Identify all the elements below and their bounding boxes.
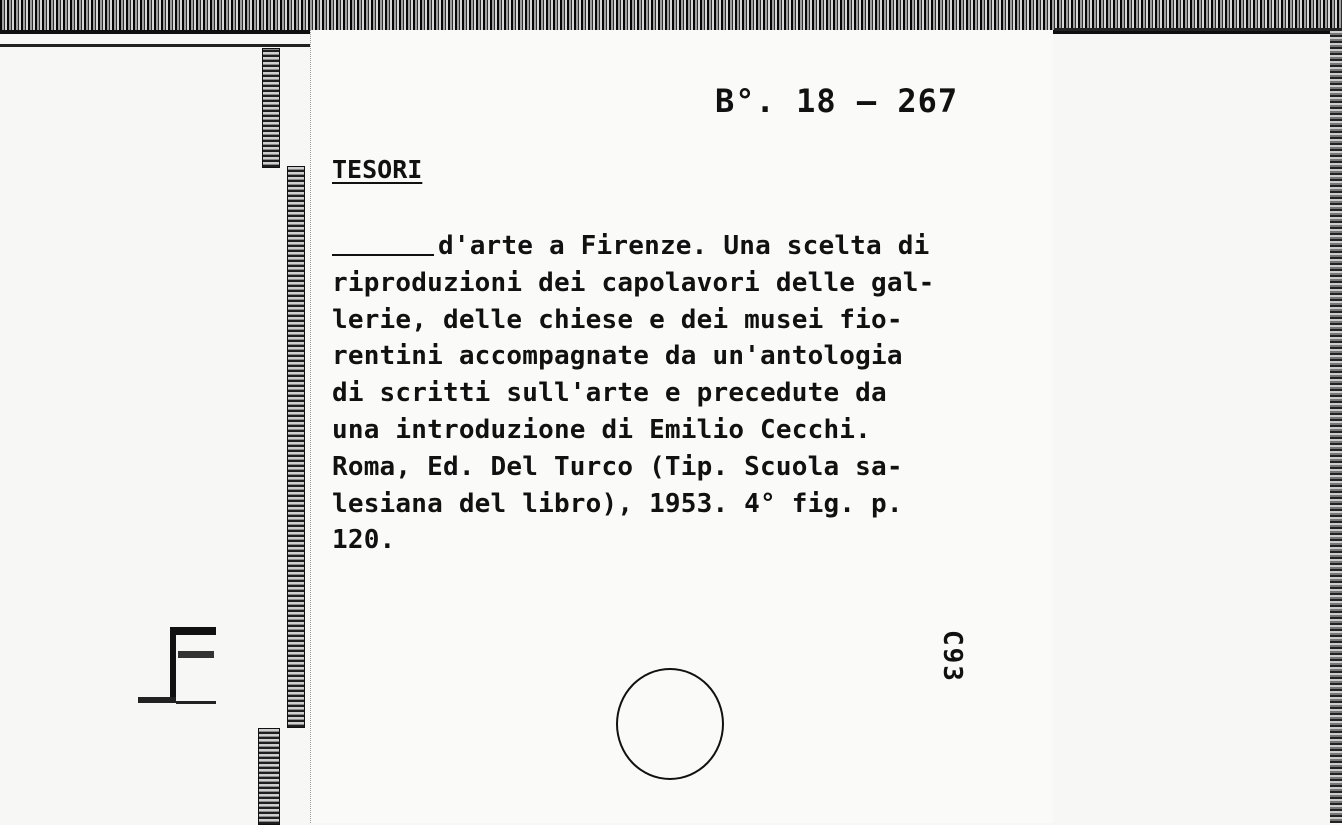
description-line: Roma, Ed. Del Turco (Tip. Scuola sa-: [332, 451, 903, 482]
description-line: di scritti sull'arte e precedute da: [332, 378, 887, 409]
binding-strip-upper: [262, 48, 280, 168]
card-description: [332, 228, 1032, 559]
description-line: lerie, delle chiese e dei musei fio-: [332, 304, 903, 335]
right-edge-strip: [1330, 30, 1342, 823]
card-heading: TESORI: [332, 155, 423, 184]
description-line: rentini accompagnate da un'antologia: [332, 341, 903, 372]
shelfmark: B°. 18 — 267: [715, 82, 959, 120]
top-rule-right: [1055, 28, 1342, 31]
side-code: C93: [937, 630, 967, 683]
description-line: 120.: [332, 525, 396, 556]
scanner-top-band: [0, 0, 1342, 30]
description-line: d'arte a Firenze. Una scelta di: [332, 228, 1032, 265]
binding-strip-main: [287, 166, 305, 728]
bracket-mark-icon: [138, 625, 218, 710]
description-line: riproduzioni dei capolavori delle gal-: [332, 267, 935, 298]
description-line: una introduzione di Emilio Cecchi.: [332, 414, 872, 445]
punch-hole: [616, 668, 724, 780]
title-repeat-blank: [332, 254, 434, 256]
description-line: lesiana del libro), 1953. 4° fig. p.: [332, 488, 903, 519]
binding-strip-lower: [258, 728, 280, 825]
top-rule-left: [0, 44, 310, 47]
